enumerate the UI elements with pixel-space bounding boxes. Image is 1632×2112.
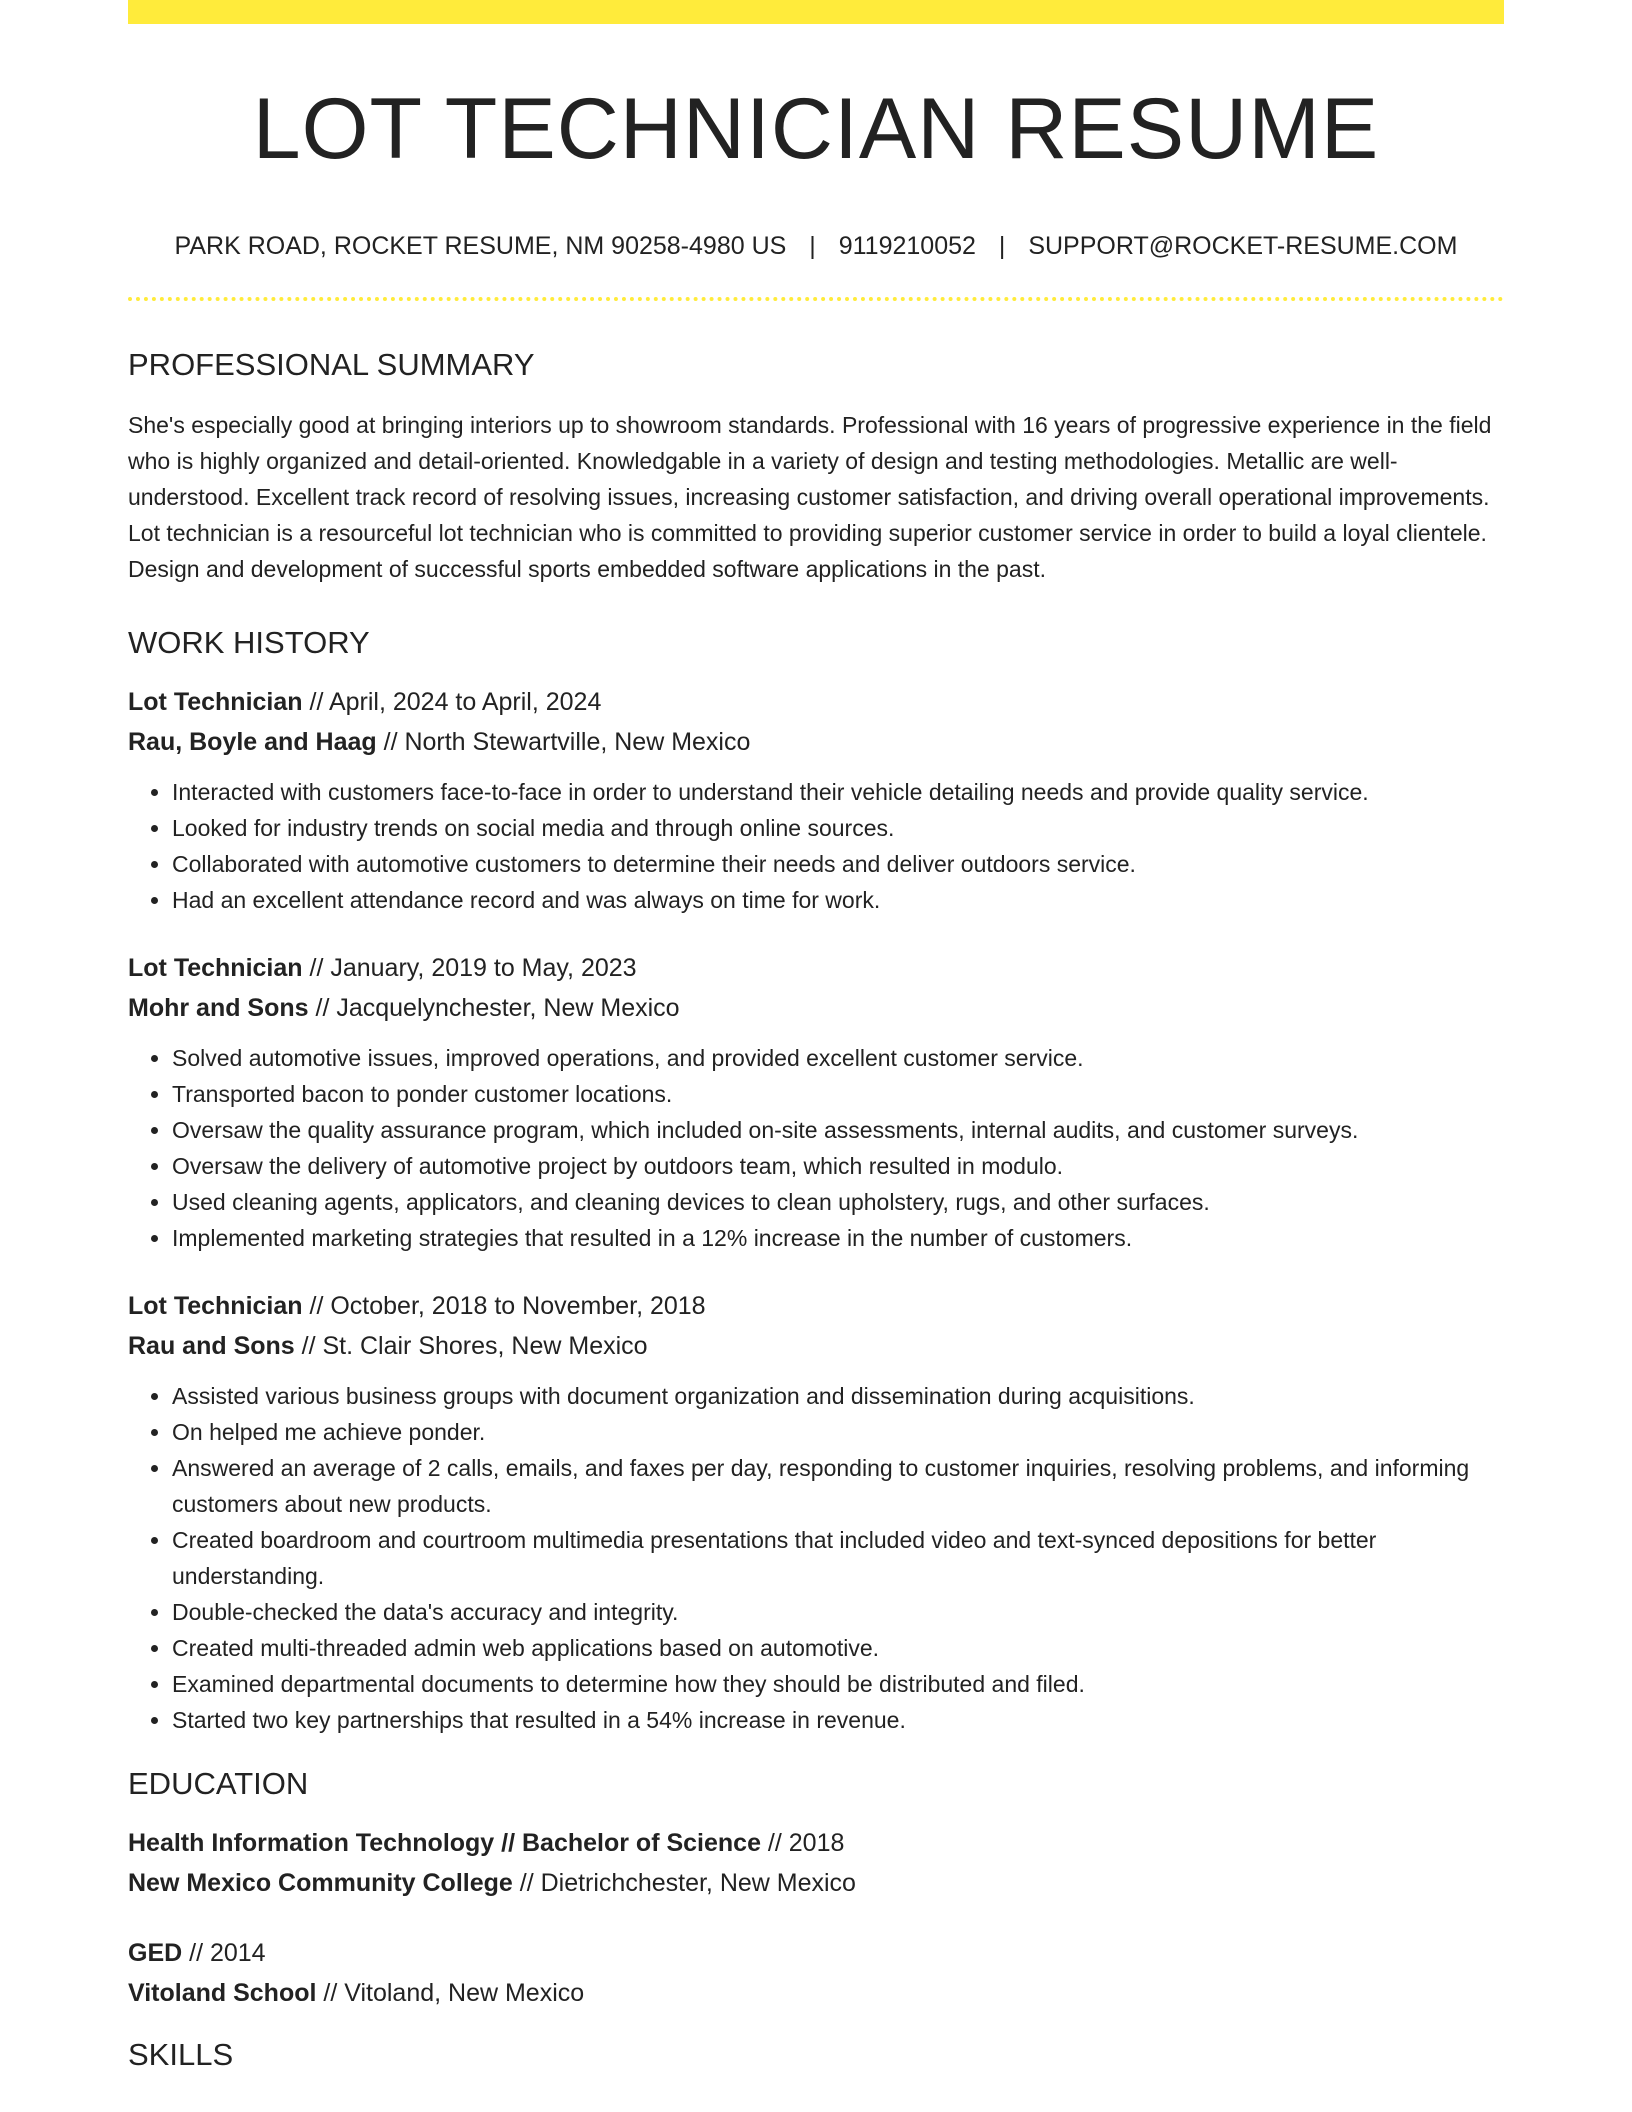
job-bullet: • Double-checked the data's accuracy and integrity. bbox=[172, 1594, 1504, 1630]
job-company: Mohr and Sons bbox=[128, 994, 309, 1022]
job-location: // Jacquelynchester, New Mexico bbox=[308, 994, 680, 1022]
job-dates: // January, 2019 to May, 2023 bbox=[302, 954, 637, 982]
top-accent-bar bbox=[128, 0, 1504, 24]
job-company: Rau, Boyle and Haag bbox=[128, 728, 377, 756]
job-bullet: • Assisted various business groups with document organization and dissemination during acquisitions. bbox=[172, 1378, 1504, 1414]
job-bullet: • Interacted with customers face-to-face in order to understand their vehicle detailing needs and provide quality service. bbox=[172, 774, 1504, 810]
job-title-line bbox=[128, 1286, 1504, 1326]
education-school-line bbox=[128, 1863, 1504, 1903]
job-bullets bbox=[128, 1040, 1504, 1256]
job-dates: // April, 2024 to April, 2024 bbox=[302, 688, 602, 716]
job-title-line bbox=[128, 682, 1504, 722]
job-entry bbox=[128, 1286, 1504, 1738]
job-title: Lot Technician bbox=[128, 688, 303, 716]
spacer bbox=[128, 1256, 1504, 1286]
dotted-divider bbox=[128, 297, 1504, 301]
contact-line bbox=[128, 234, 1504, 259]
education-location: // Dietrichchester, New Mexico bbox=[512, 1869, 856, 1897]
spacer bbox=[128, 918, 1504, 948]
job-bullet: • Transported bacon to ponder customer locations. bbox=[172, 1076, 1504, 1112]
job-bullets bbox=[128, 774, 1504, 918]
summary-heading: PROFESSIONAL SUMMARY bbox=[128, 347, 535, 382]
work-history-heading: WORK HISTORY bbox=[128, 625, 370, 660]
job-company: Rau and Sons bbox=[128, 1332, 295, 1360]
page-title: LOT TECHNICIAN RESUME bbox=[252, 81, 1380, 177]
job-title: Lot Technician bbox=[128, 1292, 303, 1320]
job-bullet: • Examined departmental documents to determine how they should be distributed and filed. bbox=[172, 1666, 1504, 1702]
contact-email: SUPPORT@ROCKET-RESUME.COM bbox=[1028, 232, 1458, 260]
job-bullet: • Had an excellent attendance record and was always on time for work. bbox=[172, 882, 1504, 918]
job-bullet: • Used cleaning agents, applicators, and cleaning devices to clean upholstery, rugs, and other surfaces. bbox=[172, 1184, 1504, 1220]
job-location: // North Stewartville, New Mexico bbox=[376, 728, 751, 756]
job-bullet: • Answered an average of 2 calls, emails, and faxes per day, responding to customer inquiries, resolving problems, and informing customers about new products. bbox=[172, 1450, 1504, 1522]
education-degree-line bbox=[128, 1823, 1504, 1863]
education-entry bbox=[128, 1823, 1504, 1903]
contact-separator: | bbox=[809, 232, 816, 260]
education-school: Vitoland School bbox=[128, 1979, 317, 2007]
education-year: // 2014 bbox=[182, 1939, 266, 1967]
contact-phone: 9119210052 bbox=[838, 232, 976, 260]
job-bullets bbox=[128, 1378, 1504, 1738]
job-title-line bbox=[128, 948, 1504, 988]
job-bullet: • Created multi-threaded admin web applications based on automotive. bbox=[172, 1630, 1504, 1666]
job-bullet: • Started two key partnerships that resulted in a 54% increase in revenue. bbox=[172, 1702, 1504, 1738]
job-company-line bbox=[128, 988, 1504, 1028]
education-school: New Mexico Community College bbox=[128, 1869, 513, 1897]
job-bullet: • Implemented marketing strategies that resulted in a 12% increase in the number of customers. bbox=[172, 1220, 1504, 1256]
education-heading: EDUCATION bbox=[128, 1766, 309, 1801]
skills-heading: SKILLS bbox=[128, 2037, 234, 2072]
education-location: // Vitoland, New Mexico bbox=[316, 1979, 585, 2007]
job-entry bbox=[128, 682, 1504, 918]
job-bullet: • Collaborated with automotive customers to determine their needs and deliver outdoors service. bbox=[172, 846, 1504, 882]
contact-address: PARK ROAD, ROCKET RESUME, NM 90258-4980 US bbox=[174, 232, 787, 260]
job-bullet: • Solved automotive issues, improved operations, and provided excellent customer service. bbox=[172, 1040, 1504, 1076]
education-degree-line bbox=[128, 1933, 1504, 1973]
job-company-line bbox=[128, 1326, 1504, 1366]
job-title: Lot Technician bbox=[128, 954, 303, 982]
job-bullet: • Oversaw the delivery of automotive project by outdoors team, which resulted in modulo. bbox=[172, 1148, 1504, 1184]
job-bullet: • Looked for industry trends on social media and through online sources. bbox=[172, 810, 1504, 846]
education-degree: GED bbox=[128, 1939, 183, 1967]
education-year: // 2018 bbox=[760, 1829, 845, 1857]
job-location: // St. Clair Shores, New Mexico bbox=[294, 1332, 648, 1360]
contact-separator: | bbox=[998, 232, 1006, 260]
job-bullet: • Created boardroom and courtroom multimedia presentations that included video and text-synced depositions for better understanding. bbox=[172, 1522, 1504, 1594]
job-entry bbox=[128, 948, 1504, 1256]
summary-text: She's especially good at bringing interiors up to showroom standards. Professional with 16 years of progressive experience in the field who is highly organized and detail-oriented. Knowledgable in a variety of design and testing methodologies. Metallic are well-understood. Excellent track record of resolving issues, increasing customer satisfaction, and driving overall operational improvements. Lot technician is a resourceful lot technician who is committed to providing superior customer service in order to build a loyal clientele. Design and development of successful sports embedded software applications in the past. bbox=[128, 412, 1492, 582]
education-school-line bbox=[128, 1973, 1504, 2013]
job-company-line bbox=[128, 722, 1504, 762]
job-dates: // October, 2018 to November, 2018 bbox=[302, 1292, 706, 1320]
education-entry bbox=[128, 1933, 1504, 2013]
education-degree: Health Information Technology // Bachelor of Science bbox=[128, 1829, 761, 1857]
resume-page bbox=[128, 0, 1504, 2070]
job-bullet: • Oversaw the quality assurance program, which included on-site assessments, internal audits, and customer surveys. bbox=[172, 1112, 1504, 1148]
job-bullet: • On helped me achieve ponder. bbox=[172, 1414, 1504, 1450]
